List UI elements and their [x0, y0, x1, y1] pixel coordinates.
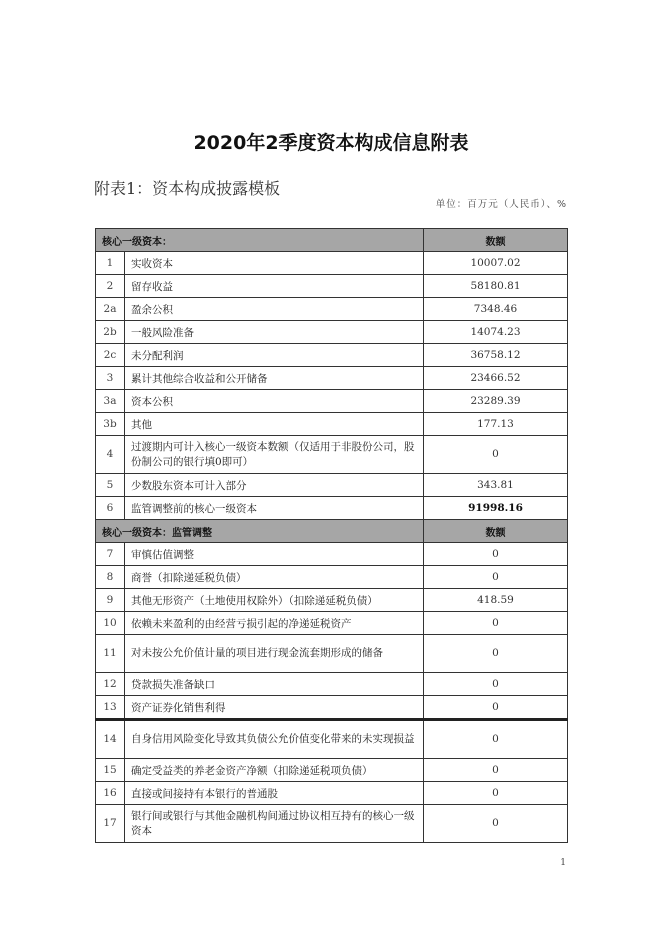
table-row [96, 673, 568, 696]
row-number: 3a [96, 390, 125, 413]
table-row [96, 275, 568, 298]
value-header: 数额 [424, 520, 568, 543]
table-row [96, 543, 568, 566]
row-item: 资本公积 [125, 390, 424, 413]
row-number: 4 [96, 436, 125, 474]
row-item: 其他 [125, 413, 424, 436]
table-row [96, 413, 568, 436]
page-number: 1 [560, 858, 566, 868]
row-value: 10007.02 [424, 252, 568, 275]
table-row [96, 566, 568, 589]
section-header [96, 229, 568, 252]
row-value: 23289.39 [424, 390, 568, 413]
table-row [96, 720, 568, 759]
row-item: 资产证券化销售利得 [125, 696, 424, 720]
table-row [96, 782, 568, 805]
section-title: 核心一级资本： [96, 229, 424, 252]
row-item: 一般风险准备 [125, 321, 424, 344]
row-value: 0 [424, 543, 568, 566]
row-item: 盈余公积 [125, 298, 424, 321]
table-row [96, 759, 568, 782]
unit-label: 单位：百万元（人民币）、% [435, 199, 567, 210]
row-number: 16 [96, 782, 125, 805]
row-value: 14074.23 [424, 321, 568, 344]
table-row [96, 696, 568, 720]
table-row [96, 436, 568, 474]
table-row [96, 252, 568, 275]
table-row [96, 612, 568, 635]
section-title: 核心一级资本：监管调整 [96, 520, 424, 543]
row-item: 监管调整前的核心一级资本 [125, 497, 424, 520]
row-value: 343.81 [424, 474, 568, 497]
row-value: 7348.46 [424, 298, 568, 321]
row-value: 58180.81 [424, 275, 568, 298]
row-value: 23466.52 [424, 367, 568, 390]
table-row [96, 805, 568, 843]
row-number: 13 [96, 696, 125, 720]
row-item: 贷款损失准备缺口 [125, 673, 424, 696]
row-value: 0 [424, 782, 568, 805]
capital-composition-table [95, 228, 568, 843]
row-item: 过渡期内可计入核心一级资本数额（仅适用于非股份公司，股份制公司的银行填0即可） [125, 436, 424, 474]
table-row [96, 497, 568, 520]
row-item: 少数股东资本可计入部分 [125, 474, 424, 497]
row-value: 36758.12 [424, 344, 568, 367]
row-number: 11 [96, 635, 125, 673]
row-value: 0 [424, 566, 568, 589]
row-item: 直接或间接持有本银行的普通股 [125, 782, 424, 805]
table-subtitle: 附表1：资本构成披露模板 [94, 179, 281, 198]
row-number: 8 [96, 566, 125, 589]
row-item: 商誉（扣除递延税负债） [125, 566, 424, 589]
table-row [96, 321, 568, 344]
row-number: 10 [96, 612, 125, 635]
row-item: 留存收益 [125, 275, 424, 298]
table-row [96, 589, 568, 612]
row-value: 0 [424, 436, 568, 474]
row-value: 91998.16 [424, 497, 568, 520]
table-row [96, 344, 568, 367]
row-value: 0 [424, 635, 568, 673]
row-number: 17 [96, 805, 125, 843]
row-item: 自身信用风险变化导致其负债公允价值变化带来的未实现损益 [125, 720, 424, 759]
row-number: 6 [96, 497, 125, 520]
row-number: 1 [96, 252, 125, 275]
table-row [96, 474, 568, 497]
row-number: 2 [96, 275, 125, 298]
row-value: 0 [424, 673, 568, 696]
row-number: 3 [96, 367, 125, 390]
row-number: 3b [96, 413, 125, 436]
row-item: 确定受益类的养老金资产净额（扣除递延税项负债） [125, 759, 424, 782]
row-number: 15 [96, 759, 125, 782]
row-item: 审慎估值调整 [125, 543, 424, 566]
table-row [96, 298, 568, 321]
row-item: 未分配利润 [125, 344, 424, 367]
row-number: 2b [96, 321, 125, 344]
document-title: 2020年2季度资本构成信息附表 [193, 132, 469, 154]
row-value: 0 [424, 759, 568, 782]
table-row [96, 367, 568, 390]
section-header [96, 520, 568, 543]
row-value: 177.13 [424, 413, 568, 436]
row-value: 0 [424, 720, 568, 759]
row-number: 2a [96, 298, 125, 321]
row-item: 依赖未来盈利的由经营亏损引起的净递延税资产 [125, 612, 424, 635]
row-value: 0 [424, 696, 568, 720]
row-value: 0 [424, 612, 568, 635]
row-number: 2c [96, 344, 125, 367]
table-row [96, 635, 568, 673]
row-value: 0 [424, 805, 568, 843]
row-value: 418.59 [424, 589, 568, 612]
row-number: 5 [96, 474, 125, 497]
row-item: 对未按公允价值计量的项目进行现金流套期形成的储备 [125, 635, 424, 673]
row-item: 银行间或银行与其他金融机构间通过协议相互持有的核心一级资本 [125, 805, 424, 843]
row-number: 7 [96, 543, 125, 566]
value-header: 数额 [424, 229, 568, 252]
row-number: 12 [96, 673, 125, 696]
row-number: 9 [96, 589, 125, 612]
row-number: 14 [96, 720, 125, 759]
row-item: 其他无形资产（土地使用权除外）（扣除递延税负债） [125, 589, 424, 612]
table-row [96, 390, 568, 413]
row-item: 实收资本 [125, 252, 424, 275]
row-item: 累计其他综合收益和公开储备 [125, 367, 424, 390]
